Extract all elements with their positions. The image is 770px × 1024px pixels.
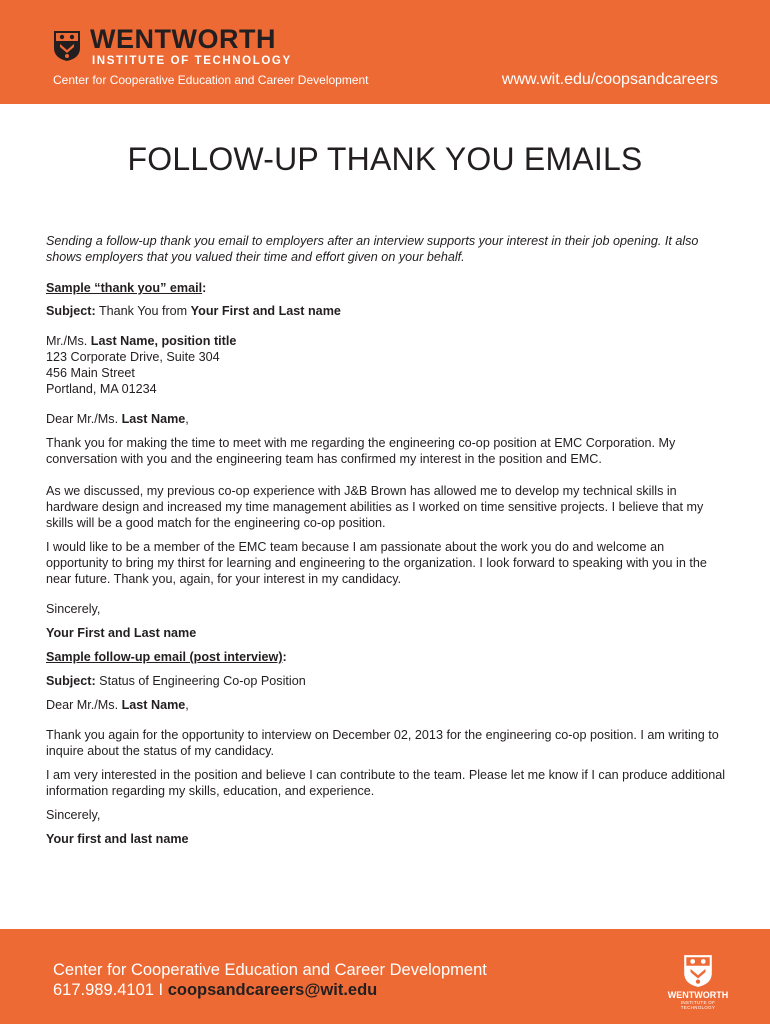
footer-contact bbox=[53, 982, 377, 999]
sample1-heading-text: Sample “thank you” email bbox=[46, 281, 203, 295]
sample1-heading bbox=[46, 280, 726, 296]
document-body bbox=[46, 233, 726, 847]
sample1-address-line-name bbox=[46, 333, 726, 349]
sample2-greeting-name: Last Name bbox=[121, 698, 186, 712]
sample2-greeting-prefix: Dear Mr./Ms. bbox=[46, 698, 122, 712]
sample1-closing: Sincerely, bbox=[46, 602, 101, 616]
sample1-subject-text: Thank You from bbox=[95, 304, 191, 318]
sample1-heading-colon: : bbox=[202, 281, 207, 295]
sample2-subject bbox=[46, 673, 726, 689]
footer-banner bbox=[0, 929, 770, 1024]
sample1-paragraph-2: As we discussed, my previous co-op experience with J&B Brown has allowed me to develop my technical skills in hardware design and increased my time management abilities as I worked on time sensitive projects. I believe that my skills will be a good match for the engineering co-op position. bbox=[46, 484, 704, 530]
footer-logo-name: WENTWORTH bbox=[667, 990, 729, 1000]
footer-center-name: Center for Cooperative Education and Career Development bbox=[53, 961, 487, 979]
logo-name: WENTWORTH bbox=[90, 24, 276, 54]
sample2-signature: Your first and last name bbox=[46, 832, 189, 846]
wentworth-shield-icon bbox=[683, 954, 713, 988]
sample1-address-prefix: Mr./Ms. bbox=[46, 334, 91, 348]
sample2-subject-text: Status of Engineering Co-op Position bbox=[95, 674, 306, 688]
sample1-paragraph-3: I would like to be a member of the EMC team because I am passionate about the work you do and welcome an opportunity to bring my thirst for learning and engineering to the organization. I look forward to speaking with you in the near future. Thank you, again, for your interest in my candidacy. bbox=[46, 540, 707, 586]
sample1-greeting-name: Last Name bbox=[121, 412, 186, 426]
footer-logo-subtitle: INSTITUTE OF TECHNOLOGY bbox=[680, 1000, 716, 1010]
sample1-address-name: Last Name, position title bbox=[90, 334, 237, 348]
sample1-address-line1: 123 Corporate Drive, Suite 304 bbox=[46, 350, 220, 364]
sample2-heading bbox=[46, 649, 726, 665]
sample1-signature: Your First and Last name bbox=[46, 626, 197, 640]
sample1-paragraph-1: Thank you for making the time to meet with me regarding the engineering co-op position at EMC Corporation. My conversation with you and the engineering team has confirmed my interest in the position and EMC. bbox=[46, 436, 676, 466]
sample2-greeting bbox=[46, 697, 726, 713]
sample1-greeting-suffix: , bbox=[185, 412, 189, 426]
sample2-paragraph-1: Thank you again for the opportunity to interview on December 02, 2013 for the engineering co-op position. I am writing to inquire about the status of my candidacy. bbox=[46, 728, 719, 758]
page-title: FOLLOW-UP THANK YOU EMAILS bbox=[127, 141, 643, 177]
sample1-subject-name: Your First and Last name bbox=[190, 304, 341, 318]
footer-phone: 617.989.4101 I bbox=[53, 981, 168, 999]
sample2-heading-colon: : bbox=[282, 650, 287, 664]
intro-paragraph: Sending a follow-up thank you email to employers after an interview supports your interest in their job opening. It also shows employers that you valued their time and effort given on your behalf. bbox=[46, 234, 699, 264]
sample2-heading-text: Sample follow-up email (post interview) bbox=[46, 650, 283, 664]
sample1-address-line3: Portland, MA 01234 bbox=[46, 382, 157, 396]
logo-subtitle: INSTITUTE OF TECHNOLOGY bbox=[92, 55, 292, 67]
sample1-subject bbox=[46, 303, 726, 319]
sample2-closing: Sincerely, bbox=[46, 808, 101, 822]
sample1-subject-label: Subject: bbox=[46, 304, 96, 318]
sample2-greeting-suffix: , bbox=[185, 698, 189, 712]
header-center-name: Center for Cooperative Education and Career Development bbox=[53, 73, 369, 87]
header-banner bbox=[0, 0, 770, 104]
sample1-greeting bbox=[46, 411, 726, 427]
header-url-link[interactable]: www.wit.edu/coopsandcareers bbox=[501, 71, 718, 88]
sample1-greeting-prefix: Dear Mr./Ms. bbox=[46, 412, 122, 426]
sample1-address-line2: 456 Main Street bbox=[46, 366, 135, 380]
sample2-subject-label: Subject: bbox=[46, 674, 96, 688]
footer-email-link[interactable]: coopsandcareers@wit.edu bbox=[167, 981, 378, 999]
sample2-paragraph-2: I am very interested in the position and believe I can contribute to the team. Please let me know if I can produce additional information regarding my skills, education, and experience. bbox=[46, 768, 726, 798]
wentworth-shield-icon bbox=[53, 30, 81, 62]
